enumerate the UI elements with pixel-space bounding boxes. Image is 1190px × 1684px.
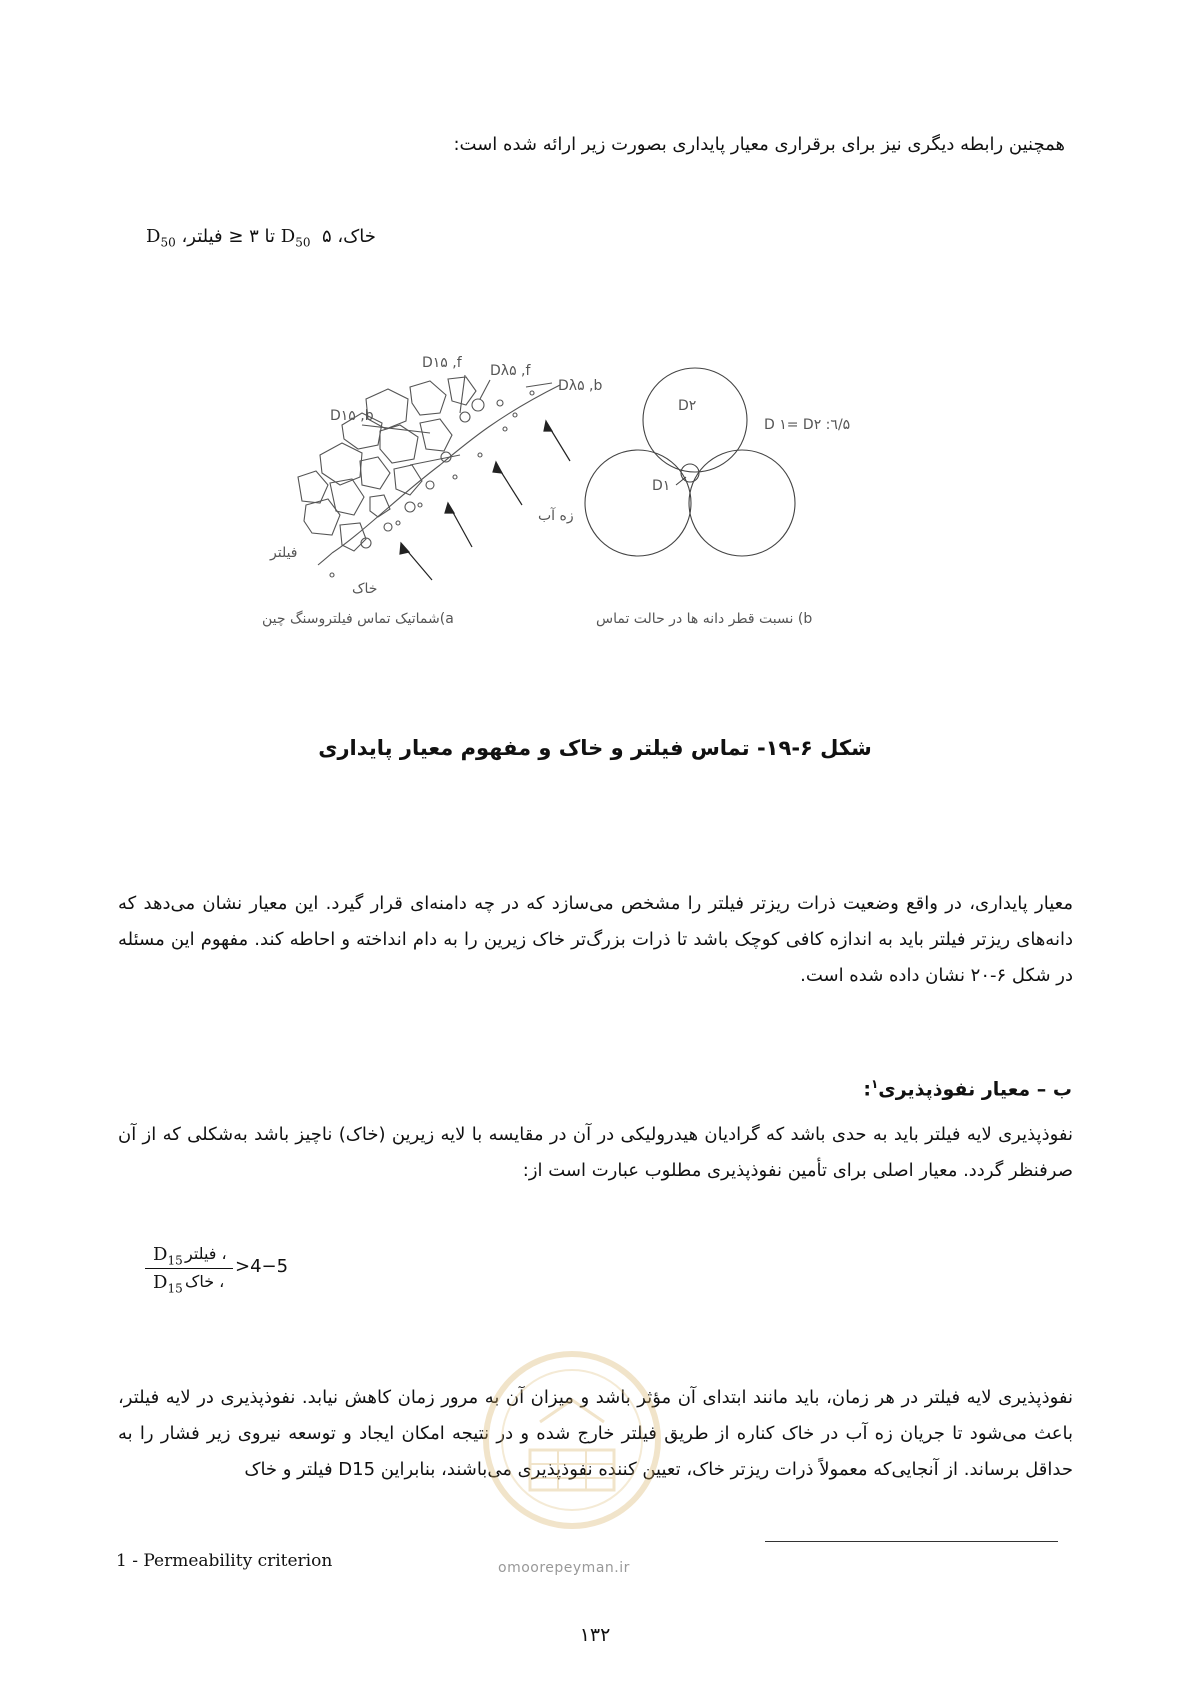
label-filter: فیلتر bbox=[270, 545, 298, 561]
page-number: ۱۳۲ bbox=[579, 1624, 611, 1646]
section-heading: ب – معیار نفوذپذیری$^۱$: bbox=[863, 1077, 1072, 1101]
label-d85-b: Dλ۵ ,b bbox=[558, 378, 603, 394]
filter-soil-figure bbox=[262, 355, 930, 695]
footnote: 1 - Permeability criterion bbox=[116, 1551, 333, 1571]
label-d2: D۲ bbox=[678, 398, 697, 414]
paragraph-permeability-time: نفوذپذیری لایه فیلتر در هر زمان، باید مانند ابتدای آن مؤثر باشد و میزان آن به مرور زمان کاهش نیابد. نفوذپذیری در لایه فیلتر، باعث می‌شود تا جریان زه آب در خاک کناره از طریق فیلتر خارج شده و در نتیجه امکان ایجاد و توسعه نیروی زیر فشار را به حداقل برساند. از آنجایی‌که معمولاً ذرات ریزتر خاک، تعیین کننده نفوذپذیری می‌باشند، بنابراین D15 فیلتر و خاک bbox=[118, 1387, 1073, 1480]
paragraph-permeability: نفوذپذیری لایه فیلتر باید به حدی باشد که گرادیان هیدرولیکی در آن در مقایسه با لایه زیرین (خاک) ناچیز باشد به‌شکلی که از آن صرفنظر گردد. معیار اصلی برای تأمین نفوذپذیری مطلوب عبارت است از: bbox=[118, 1124, 1073, 1181]
formula-d50-filter: $D_{50}$ bbox=[146, 226, 176, 250]
stability-formula bbox=[146, 226, 376, 250]
watermark-logo bbox=[480, 1330, 665, 1560]
formula-soil-word: خاک، bbox=[337, 226, 376, 247]
label-d1: D۱ bbox=[652, 478, 671, 494]
label-soil: خاک bbox=[352, 581, 378, 597]
footnote-ref: ۱ bbox=[870, 1077, 879, 1091]
label-zeh-ab: زه آب bbox=[538, 508, 574, 524]
fraction-numerator: $D_{15}$ ، فیلتر bbox=[145, 1240, 233, 1269]
intro-line: همچنین رابطه دیگری نیز برای برقراری معیار پایداری بصورت زیر ارائه شده است: bbox=[453, 134, 1065, 155]
label-ratio: D ۱= D۲ :٦/۵ bbox=[764, 417, 851, 433]
label-d15-b: D۱۵ ,b bbox=[330, 408, 374, 424]
figure-caption: شکل ۶-۱۹- تماس فیلتر و خاک و مفهوم معیار پایداری bbox=[318, 736, 872, 760]
formula-d50-soil: $D_{50}$ bbox=[280, 226, 311, 250]
footnote-divider bbox=[765, 1541, 1058, 1542]
caption-a: شماتیک تماس فیلتروسنگ چین(a bbox=[262, 611, 454, 627]
fraction-denominator: $D_{15}$ ، خاک bbox=[153, 1272, 225, 1296]
watermark-url: omoorepeyman.ir bbox=[498, 1560, 630, 1576]
paragraph-stability: معیار پایداری، در واقع وضعیت ذرات ریزتر فیلتر را مشخص می‌سازد که در چه دامنه‌ای قرار گیرد. این معیار نشان می‌دهد که دانه‌های ریزتر فیلتر باید به اندازه کافی کوچک باشد تا ذرات بزرگ‌تر خاک زیرین را به دام انداخته و احاطه کند. مفهوم این مسئله در شکل ۶-۲۰ نشان داده شده است. bbox=[118, 893, 1073, 986]
permeability-formula bbox=[145, 1240, 305, 1310]
formula-range: ۵ تا ۳ ≤ فیلتر، bbox=[181, 226, 332, 247]
caption-b: نسبت قطر دانه ها در حالت تماس (b bbox=[596, 611, 813, 627]
label-d85-f: Dλ۵ ,f bbox=[490, 363, 531, 379]
formula-rhs: >4−5 bbox=[235, 1256, 289, 1277]
label-d15-f: D۱۵ ,f bbox=[422, 355, 462, 371]
